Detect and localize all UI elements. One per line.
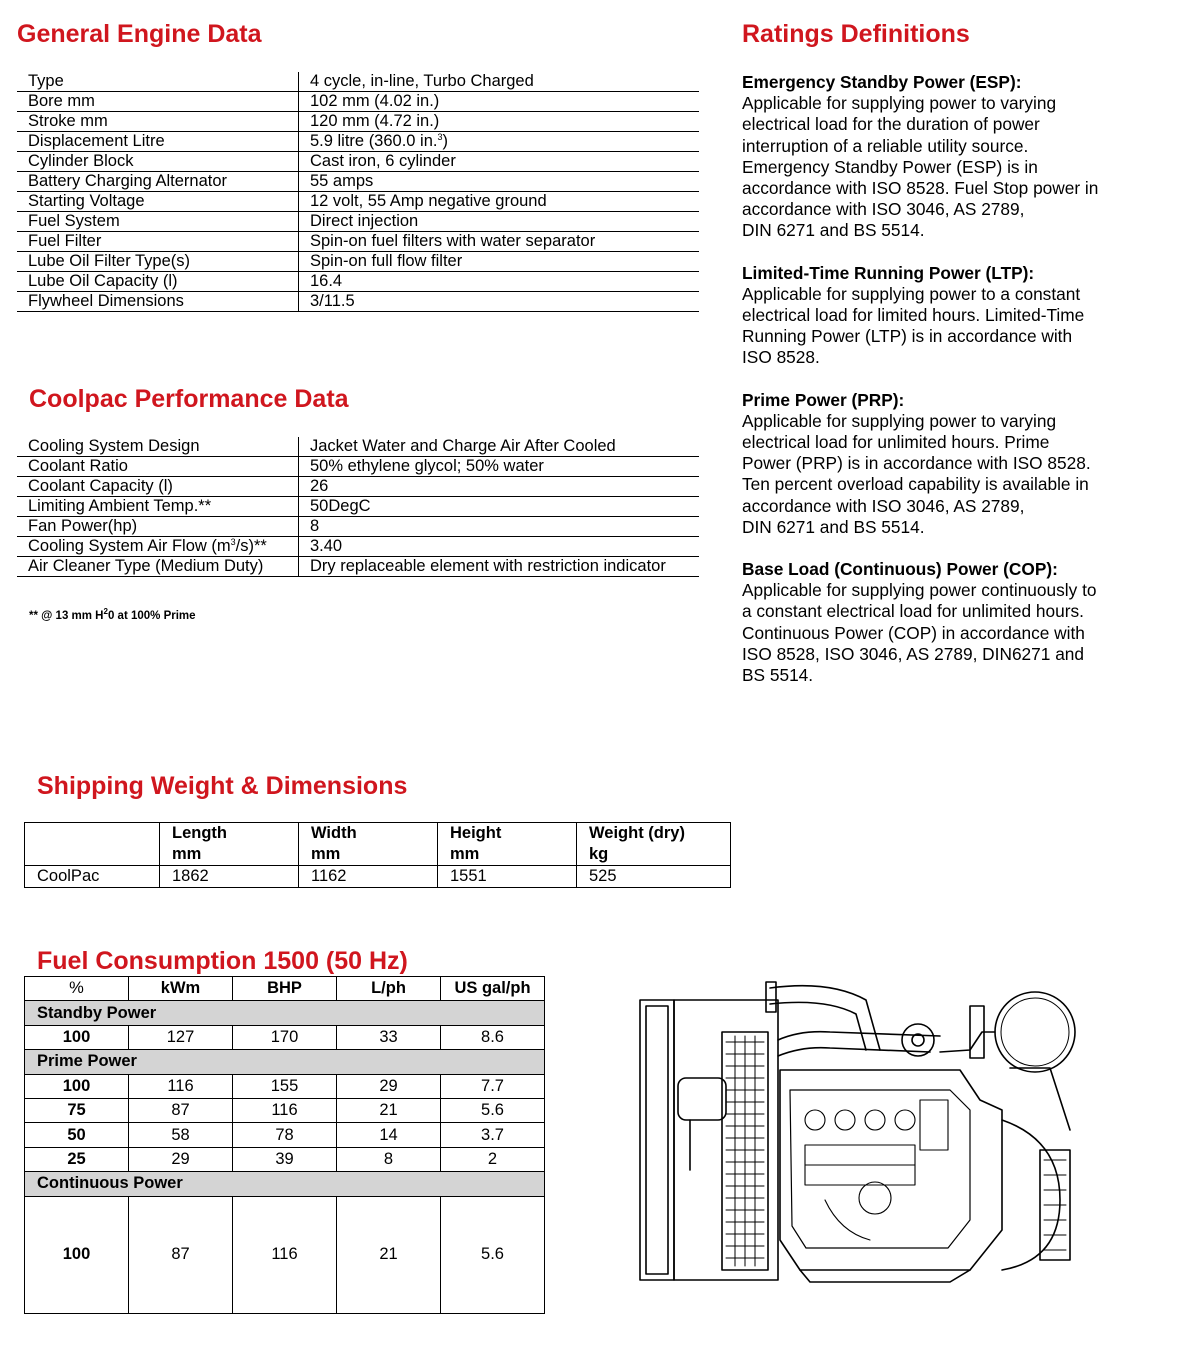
- table-row: Lube Oil Filter Type(s) Spin-on full flow filter: [17, 251, 699, 271]
- table-header-row: % kWm BHP L/ph US gal/ph: [25, 977, 545, 1001]
- table-row: 75 87 116 21 5.6: [25, 1098, 545, 1122]
- general-engine-table: [17, 72, 699, 312]
- section-row: Standby Power: [25, 1001, 545, 1025]
- table-row: Air Cleaner Type (Medium Duty) Dry replaceable element with restriction indicator: [17, 556, 699, 576]
- section-row: Continuous Power: [25, 1172, 545, 1196]
- table-row: Fan Power(hp) 8: [17, 516, 699, 536]
- shipping-table: [24, 822, 731, 888]
- table-row: Lube Oil Capacity (l) 16.4: [17, 271, 699, 291]
- section-row: Prime Power: [25, 1050, 545, 1074]
- table-row: 50 58 78 14 3.7: [25, 1123, 545, 1147]
- table-row: Flywheel Dimensions 3/11.5: [17, 291, 699, 311]
- table-row: 25 29 39 8 2: [25, 1147, 545, 1171]
- table-row: Bore mm 102 mm (4.02 in.): [17, 91, 699, 111]
- table-row: Fuel System Direct injection: [17, 211, 699, 231]
- ratings-definitions: [742, 72, 1162, 707]
- table-row: Cooling System Air Flow $(m^3/s)**$ 3.40: [17, 536, 699, 556]
- ratings-title: Ratings Definitions: [742, 20, 970, 48]
- table-row: Cooling System Design Jacket Water and Charge Air After Cooled: [17, 437, 699, 456]
- table-row: Type 4 cycle, in-line, Turbo Charged: [17, 72, 699, 91]
- table-header-row: Length Width Height Weight (dry): [25, 823, 731, 845]
- table-row: Stroke mm 120 mm (4.72 in.): [17, 111, 699, 131]
- table-row: Fuel Filter Spin-on fuel filters with water separator: [17, 231, 699, 251]
- table-units-row: mm mm mm kg: [25, 844, 731, 866]
- rating-esp: Emergency Standby Power (ESP): Applicable for supplying power to varying electrical load for the duration of power interruption of a reliable utility source. Emergency Standby Power (ESP) is in accordance with ISO 8528. Fuel Stop power in accordance with ISO 3046, AS 2789, DIN 6271 and BS 5514.: [742, 72, 1099, 241]
- coolpac-title: Coolpac Performance Data: [29, 385, 349, 413]
- table-row: 100 87 116 21 5.6: [25, 1196, 545, 1313]
- table-row: Cylinder Block Cast iron, 6 cylinder: [17, 151, 699, 171]
- rating-cop: Base Load (Continuous) Power (COP): Applicable for supplying power continuously to a constant electrical load for unlimited hours. Continuous Power (COP) in accordance with ISO 8528, ISO 3046, AS 2789, DIN6271 and BS 5514.: [742, 559, 1097, 686]
- table-row: Starting Voltage 12 volt, 55 Amp negative ground: [17, 191, 699, 211]
- table-row: Displacement Litre 5.9 litre (360.0 in.$^3$): [17, 131, 699, 151]
- shipping-title: Shipping Weight & Dimensions: [37, 772, 408, 800]
- table-row: CoolPac 1862 1162 1551 525: [25, 866, 731, 888]
- table-row: Coolant Capacity (l) 26: [17, 476, 699, 496]
- fuel-table: [24, 976, 545, 1314]
- general-engine-title: General Engine Data: [17, 20, 262, 48]
- table-row: Coolant Ratio 50% ethylene glycol; 50% water: [17, 456, 699, 476]
- table-row: Battery Charging Alternator 55 amps: [17, 171, 699, 191]
- coolpac-footnote: ** @ 13 mm $H^20$ at 100% Prime: [29, 607, 196, 622]
- table-row: 100 116 155 29 7.7: [25, 1074, 545, 1098]
- table-row: Limiting Ambient Temp.** 50DegC: [17, 496, 699, 516]
- rating-prp: Prime Power (PRP): Applicable for supplying power to varying electrical load for unlimited hours. Prime Power (PRP) is in accordance with ISO 8528. Ten percent overload capability is available in accordance with ISO 3046, AS 2789, DIN 6271 and BS 5514.: [742, 389, 1091, 537]
- table-row: 100 127 170 33 8.6: [25, 1025, 545, 1049]
- coolpac-table: [17, 437, 699, 577]
- rating-ltp: Limited-Time Running Power (LTP): Applicable for supplying power to a constant electrical load for limited hours. Limited-Time Running Power (LTP) is in accordance with ISO 8528.: [742, 262, 1085, 368]
- fuel-title: Fuel Consumption 1500 (50 Hz): [37, 947, 408, 975]
- engine-drawing: [630, 970, 1090, 1290]
